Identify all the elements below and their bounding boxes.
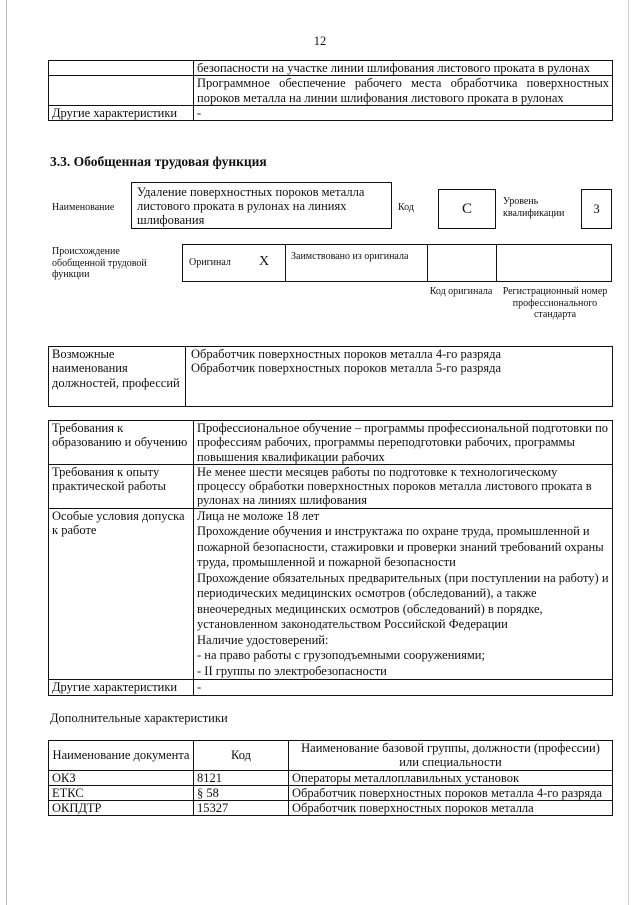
condition-item: Наличие удостоверений: bbox=[197, 632, 329, 647]
conditions-label: Особые условия допуска к работе bbox=[49, 508, 194, 680]
positions-label: Возможные наименования должностей, профессий bbox=[49, 347, 186, 407]
table-row bbox=[49, 785, 613, 800]
function-name-box bbox=[131, 182, 392, 229]
table-cell: § 58 bbox=[194, 785, 289, 800]
education-label: Требования к образованию и обучению bbox=[49, 421, 194, 465]
table-row bbox=[49, 770, 613, 785]
origin-divider bbox=[285, 245, 286, 281]
position-item: Обработчик поверхностных пороков металла 5-го разряда bbox=[191, 361, 502, 376]
name-label: Наименование bbox=[52, 202, 115, 213]
table-row bbox=[49, 801, 613, 816]
table-cell: Обработчик поверхностных пороков металла bbox=[289, 801, 613, 816]
table-cell: ОКЗ bbox=[49, 770, 194, 785]
experience-value: Не менее шести месяцев работы по подготовке к технологическому процессу обработки поверхностных пороков металла листового проката в рулонах на линиях шлифования bbox=[194, 464, 613, 508]
table-cell: ЕТКС bbox=[49, 785, 194, 800]
condition-item: Прохождение обучения и инструктажа по охране труда, промышленной и пожарной безопасности, стажировки и проверки знаний требований охраны труда, промышленной и пожарной безопасности bbox=[197, 524, 604, 570]
experience-label: Требования к опыту практической работы bbox=[49, 464, 194, 508]
original-mark: X bbox=[259, 254, 270, 269]
req-other-value: - bbox=[194, 680, 613, 695]
requirements-table bbox=[48, 420, 613, 696]
condition-item: Прохождение обязательных предварительных (при поступлении на работу) и периодических медицинских осмотров (обследований), а также внеочередных медицинских осмотров (обследований) в порядке, установленном законодательством Российской Федерации bbox=[197, 570, 609, 632]
education-value: Профессиональное обучение – программы профессиональной подготовки по профессиям рабочих, программы переподготовки рабочих, программы повышения квалификации рабочих bbox=[194, 421, 613, 465]
additional-header: Код bbox=[194, 741, 289, 771]
positions-table bbox=[48, 346, 613, 407]
position-item: Обработчик поверхностных пороков металла 4-го разряда bbox=[191, 347, 502, 361]
level-label: Уровень квалификации bbox=[503, 196, 565, 219]
additional-header: Наименование базовой группы, должности (профессии) или специальности bbox=[289, 741, 613, 771]
additional-title: Дополнительные характеристики bbox=[50, 711, 228, 725]
scan-edge-line bbox=[628, 0, 629, 905]
condition-item: - II группы по электробезопасности bbox=[197, 663, 387, 678]
table-cell: Операторы металлоплавильных установок bbox=[289, 770, 613, 785]
code-value: C bbox=[461, 201, 472, 217]
additional-header: Наименование документа bbox=[49, 741, 194, 771]
table-cell: ОКПДТР bbox=[49, 801, 194, 816]
origin-row bbox=[182, 244, 612, 282]
code-original-caption: Код оригинала bbox=[429, 286, 493, 297]
top-other-value: - bbox=[194, 105, 613, 120]
req-other-label: Другие характеристики bbox=[49, 680, 194, 695]
original-label: Оригинал bbox=[189, 257, 231, 268]
top-other-label: Другие характеристики bbox=[49, 105, 194, 120]
scan-edge-line bbox=[6, 0, 7, 905]
condition-item: Лица не моложе 18 лет bbox=[197, 508, 320, 523]
origin-divider bbox=[496, 245, 497, 281]
page-number: 12 bbox=[313, 34, 327, 48]
code-value-box bbox=[438, 189, 496, 229]
reg-number-caption: Регистрационный номер профессионального стандарта bbox=[502, 286, 608, 320]
top-row-1-text: безопасности на участке линии шлифования листового проката в рулонах bbox=[194, 61, 613, 76]
origin-label: Происхождение обобщенной трудовой функции bbox=[52, 246, 147, 280]
level-value: 3 bbox=[593, 201, 600, 216]
origin-divider bbox=[427, 245, 428, 281]
top-continuation-table bbox=[48, 60, 613, 121]
top-row-2-text: Программное обеспечение рабочего места обработчика поверхностных пороков металла на линии шлифования листового проката в рулонах bbox=[194, 76, 613, 106]
function-name-value: Удаление поверхностных пороков металла листового проката в рулонах на линиях шлифования bbox=[137, 185, 365, 227]
code-label: Код bbox=[398, 202, 414, 213]
level-value-box bbox=[581, 189, 612, 229]
condition-item: - на право работы с грузоподъемными сооружениями; bbox=[197, 648, 485, 663]
section-heading: 3.3. Обобщенная трудовая функция bbox=[50, 154, 267, 169]
borrowed-label: Заимствовано из оригинала bbox=[291, 251, 409, 262]
additional-table bbox=[48, 740, 613, 816]
table-cell: 15327 bbox=[194, 801, 289, 816]
table-cell: 8121 bbox=[194, 770, 289, 785]
table-cell: Обработчик поверхностных пороков металла 4-го разряда bbox=[289, 785, 613, 800]
